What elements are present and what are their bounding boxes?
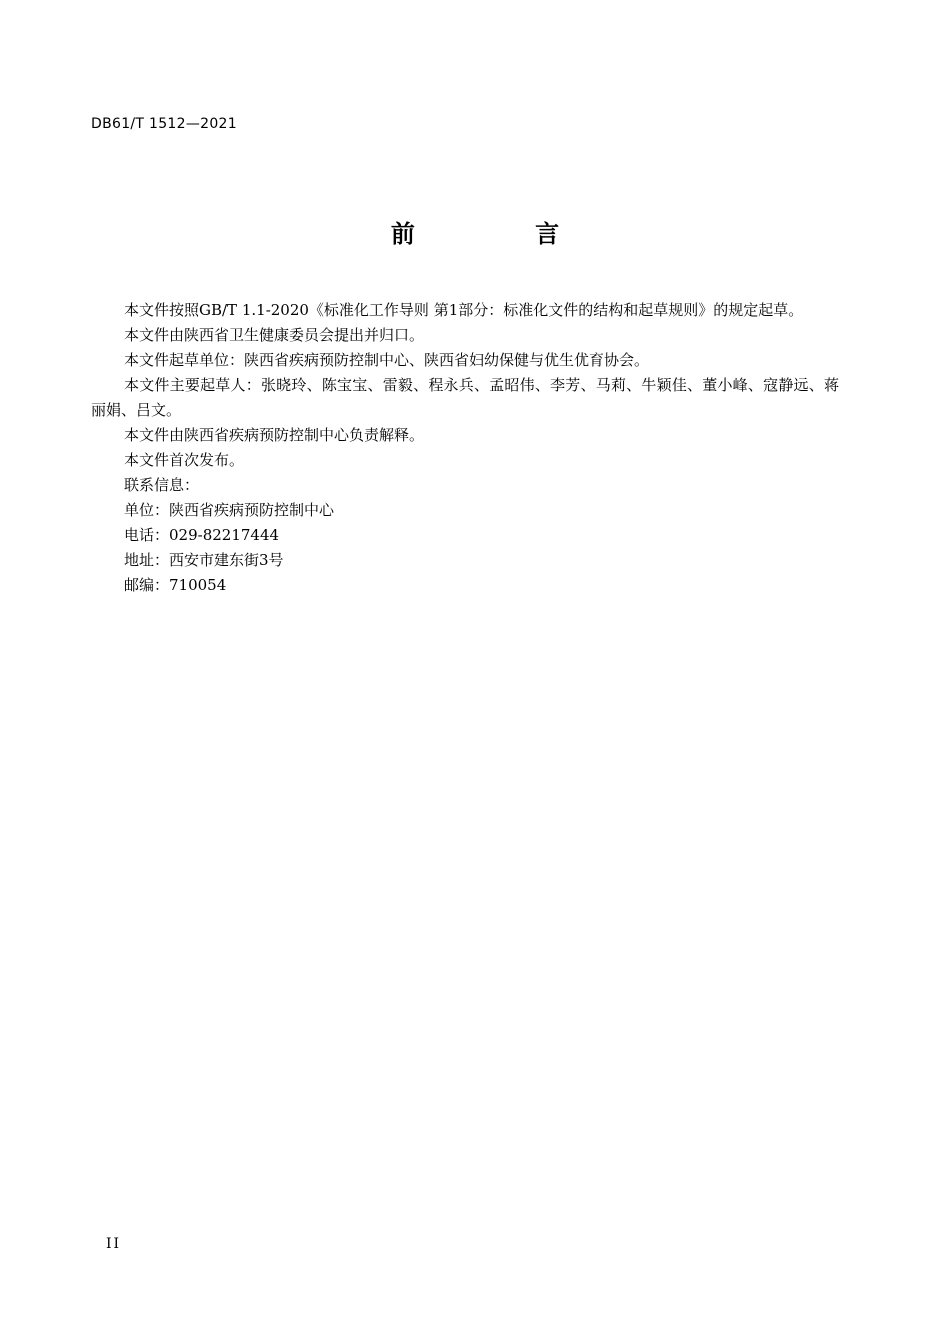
- paragraph-drafting-basis: 本文件按照GB/T 1.1-2020《标准化工作导则 第1部分：标准化文件的结构和起草规则》的规定起草。: [124, 301, 804, 319]
- contact-phone: 电话：029-82217444: [124, 526, 280, 544]
- contact-unit: 单位：陕西省疾病预防控制中心: [124, 501, 335, 519]
- page-number: II: [106, 1236, 122, 1252]
- contact-heading: 联系信息：: [124, 476, 200, 494]
- contact-postcode: 邮编：710054: [124, 576, 227, 594]
- paragraph-drafting-units: 本文件起草单位：陕西省疾病预防控制中心、陕西省妇幼保健与优生优育协会。: [124, 351, 650, 369]
- document-code-header: DB61/T 1512—2021: [91, 116, 237, 132]
- contact-address: 地址：西安市建东街3号: [124, 551, 284, 569]
- paragraph-first-release: 本文件首次发布。: [124, 451, 245, 469]
- paragraph-drafters: 本文件主要起草人：张晓玲、陈宝宝、雷毅、程永兵、孟昭伟、李芳、马莉、牛颖佳、董小峰、寇静远、蒋丽娟、吕文。: [91, 376, 839, 419]
- foreword-body: [91, 298, 839, 598]
- paragraph-interpretation: 本文件由陕西省疾病预防控制中心负责解释。: [124, 426, 425, 444]
- paragraph-proposer: 本文件由陕西省卫生健康委员会提出并归口。: [124, 326, 425, 344]
- page-title: 前 言: [390, 220, 616, 248]
